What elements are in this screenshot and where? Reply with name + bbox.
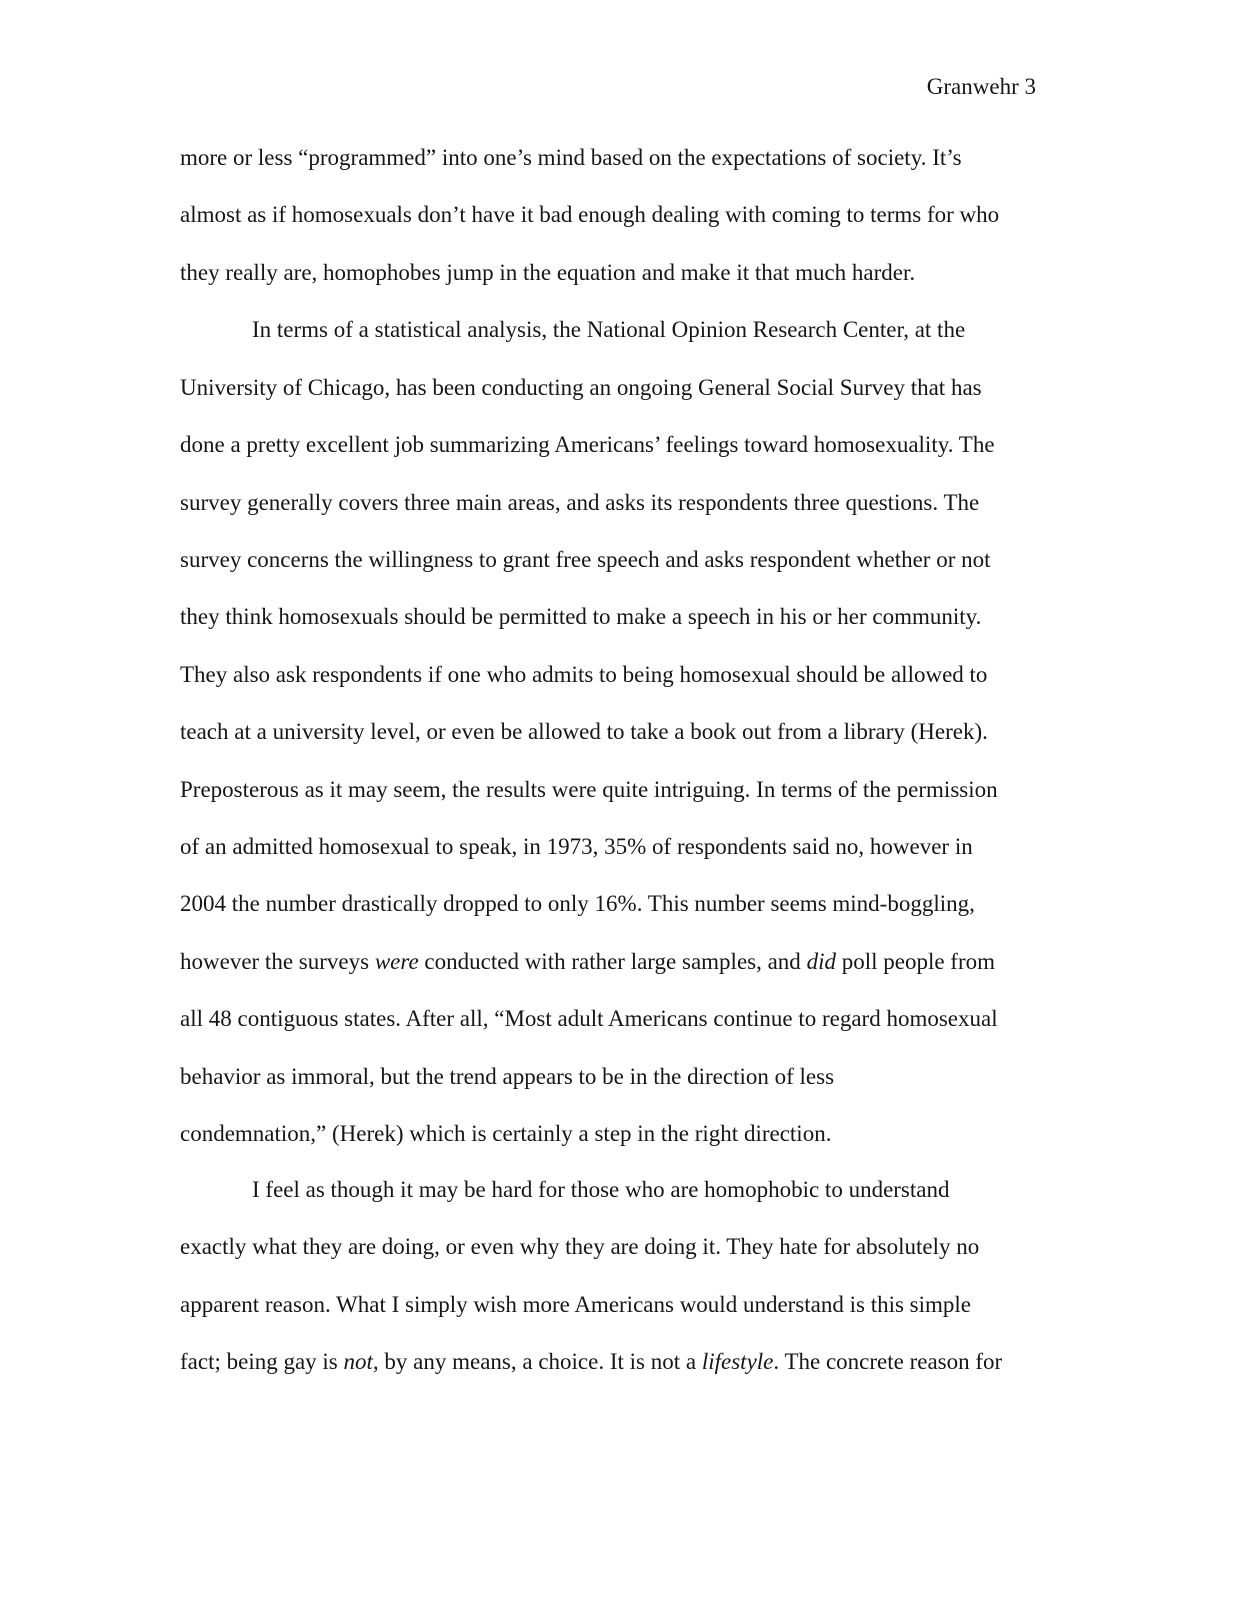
text-run: survey concerns the willingness to grant free speech and asks respondent whether or not [180, 547, 991, 572]
text-run: however the surveys [180, 949, 375, 974]
body-line [180, 1004, 998, 1034]
body-line [180, 200, 999, 230]
text-run: poll people from [835, 949, 995, 974]
text-run: exactly what they are doing, or even why they are doing it. They hate for absolutely no [180, 1234, 980, 1259]
body-line [180, 1119, 831, 1149]
text-run: they really are, homophobes jump in the equation and make it that much harder. [180, 260, 916, 285]
body-line [180, 775, 998, 805]
body-line [180, 430, 995, 460]
text-run: I feel as though it may be hard for those who are homophobic to understand [252, 1177, 950, 1202]
text-run: behavior as immoral, but the trend appears to be in the direction of less [180, 1064, 835, 1089]
text-run: University of Chicago, has been conducting an ongoing General Social Survey that has [180, 375, 982, 400]
body-line [252, 1175, 949, 1205]
body-line [180, 602, 981, 632]
emphasis-not: not, [343, 1349, 379, 1374]
body-line [180, 545, 991, 575]
body-line [180, 258, 915, 288]
body-line [180, 947, 995, 977]
text-run: 2004 the number drastically dropped to only 16%. This number seems mind-boggling, [180, 891, 975, 916]
text-run: condemnation,” (Herek) which is certainly a step in the right direction. [180, 1121, 832, 1146]
text-run: almost as if homosexuals don’t have it bad enough dealing with coming to terms for who [180, 202, 1000, 227]
body-line [180, 889, 975, 919]
body-line [180, 1062, 834, 1092]
body-line [180, 660, 987, 690]
text-run: all 48 contiguous states. After all, “Most adult Americans continue to regard homosexual [180, 1006, 998, 1031]
emphasis-were: were [374, 949, 419, 974]
text-run: conducted with rather large samples, and [418, 949, 807, 974]
text-run: more or less “programmed” into one’s mind based on the expectations of society. It’s [180, 145, 962, 170]
text-run: by any means, a choice. It is not a [378, 1349, 702, 1374]
text-run: they think homosexuals should be permitted to make a speech in his or her community. [180, 604, 982, 629]
running-head: Granwehr 3 [926, 74, 1036, 99]
body-line [180, 1232, 979, 1262]
text-run: done a pretty excellent job summarizing Americans’ feelings toward homosexuality. The [180, 432, 995, 457]
emphasis-did: did [806, 949, 836, 974]
text-run: fact; being gay is [180, 1349, 344, 1374]
text-run: teach at a university level, or even be allowed to take a book out from a library (Herek). [180, 719, 988, 744]
body-line [252, 315, 965, 345]
text-run: They also ask respondents if one who admits to being homosexual should be allowed to [180, 662, 988, 687]
text-run: of an admitted homosexual to speak, in 1973, 35% of respondents said no, however in [180, 834, 973, 859]
text-run: Preposterous as it may seem, the results were quite intriguing. In terms of the permission [180, 777, 998, 802]
body-line [180, 373, 982, 403]
text-run: In terms of a statistical analysis, the National Opinion Research Center, at the [252, 317, 966, 342]
body-line [180, 488, 979, 518]
body-line [180, 1347, 1002, 1377]
emphasis-lifestyle: lifestyle [701, 1349, 774, 1374]
text-run: . The concrete reason for [773, 1349, 1003, 1374]
text-run: apparent reason. What I simply wish more Americans would understand is this simple [180, 1292, 972, 1317]
body-line [180, 717, 988, 747]
text-run: survey generally covers three main areas, and asks its respondents three questions. The [180, 490, 980, 515]
body-line [180, 143, 962, 173]
body-line [180, 832, 973, 862]
body-line [180, 1290, 971, 1320]
